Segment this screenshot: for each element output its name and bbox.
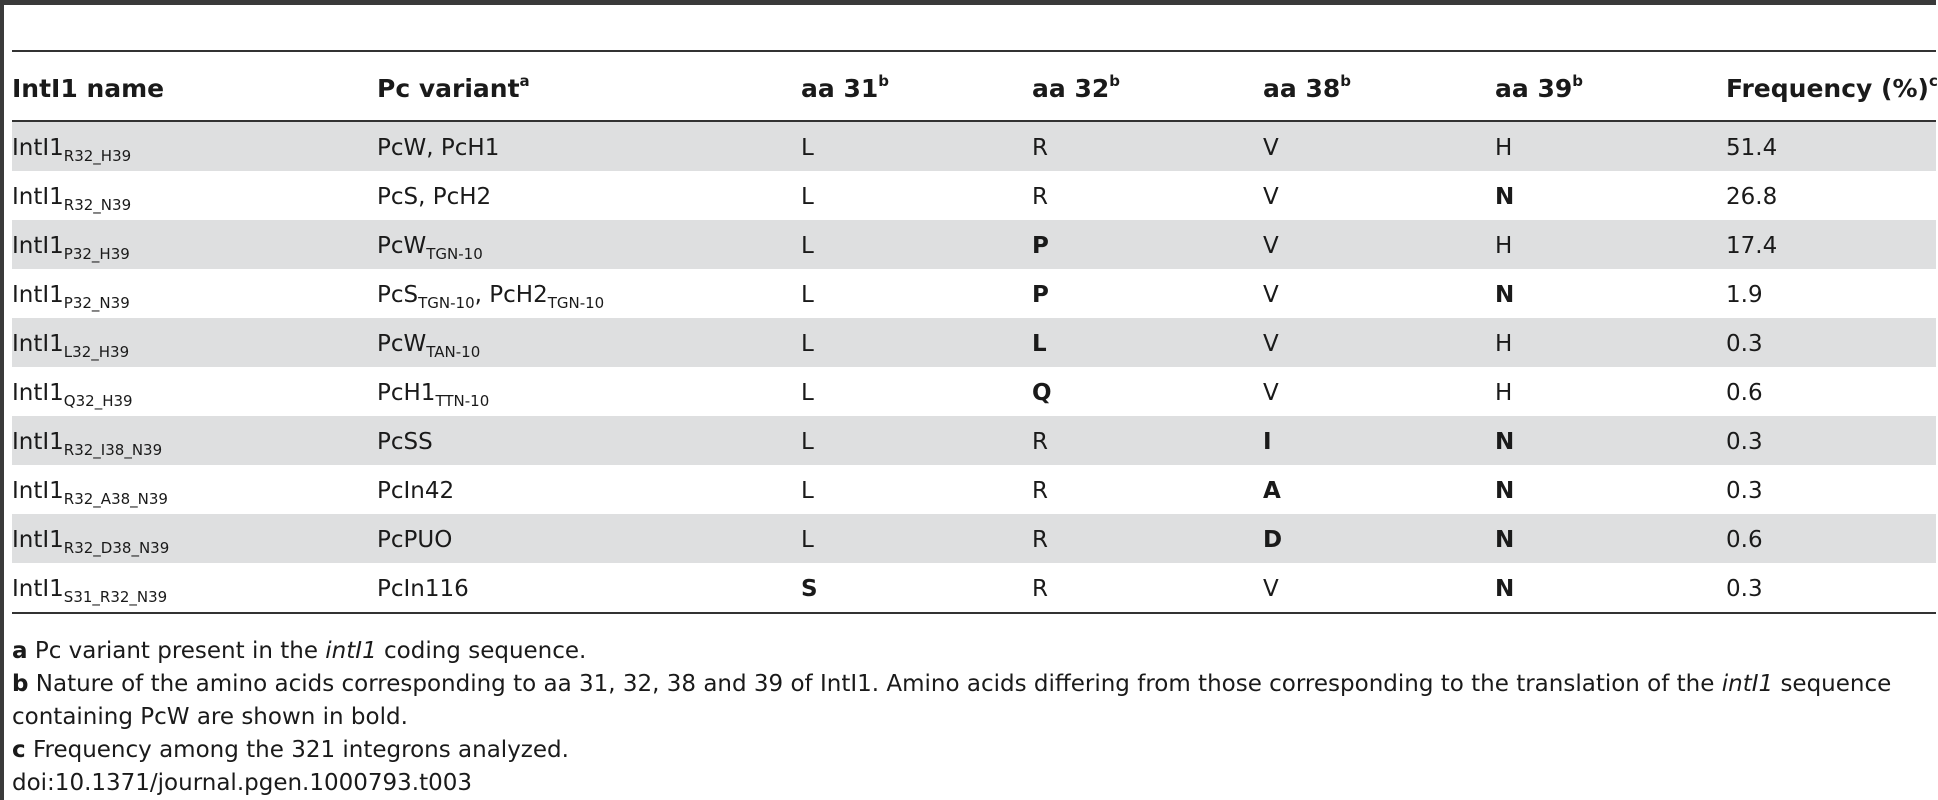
intl1-name-cell: $IntI1_{R32\_I38\_N39}$: [12, 428, 163, 459]
pc-variant-cell: PcIn42: [377, 477, 455, 504]
aa31-cell: L: [801, 526, 814, 553]
data-table: [12, 50, 1936, 614]
aa39-cell: N: [1495, 428, 1515, 455]
aa39-cell: H: [1495, 379, 1513, 406]
aa38-cell: V: [1263, 232, 1279, 259]
aa32-cell: R: [1032, 183, 1048, 210]
table-row: [12, 122, 1936, 171]
table-row: [12, 563, 1936, 612]
pc-variant-cell: PcPUO: [377, 526, 453, 553]
aa32-cell: L: [1032, 330, 1047, 357]
aa32-cell: P: [1032, 281, 1049, 308]
aa31-cell: L: [801, 232, 814, 259]
doi-text: doi:10.1371/journal.pgen.1000793.t003: [12, 770, 473, 796]
header-pc-variant: Pc variant$^a$: [377, 71, 530, 103]
left-border-rule: [0, 0, 4, 800]
aa38-cell: A: [1263, 477, 1281, 504]
aa38-cell: V: [1263, 379, 1279, 406]
aa31-cell: L: [801, 134, 814, 161]
aa39-cell: H: [1495, 232, 1513, 259]
frequency-cell: 0.3: [1726, 330, 1763, 357]
pc-variant-cell: PcS$_{TGN-10}$, $PcH2_{TGN-10}$: [377, 281, 605, 312]
aa32-cell: P: [1032, 232, 1049, 259]
footnote-b: b Nature of the amino acids corresponding to aa 31, 32, 38 and 39 of IntI1. Amino acids differing from those corresponding to the translation of the intI1 sequence: [12, 671, 1892, 697]
pc-variant-cell: PcW$_{TAN-10}$: [377, 330, 481, 361]
aa31-cell: L: [801, 477, 814, 504]
intl1-name-cell: $IntI1_{S31\_R32\_N39}$: [12, 575, 168, 606]
pc-variant-cell: PcS, PcH2: [377, 183, 492, 210]
frequency-cell: 0.6: [1726, 526, 1763, 553]
table-row: [12, 465, 1936, 514]
aa38-cell: V: [1263, 330, 1279, 357]
table-row: [12, 269, 1936, 318]
frequency-cell: 51.4: [1726, 134, 1778, 161]
intl1-name-cell: $IntI1_{L32\_H39}$: [12, 330, 130, 361]
aa31-cell: S: [801, 575, 818, 602]
aa38-cell: I: [1263, 428, 1272, 455]
aa39-cell: N: [1495, 281, 1515, 308]
aa31-cell: L: [801, 428, 814, 455]
intl1-name-cell: $IntI1_{R32\_D38\_N39}$: [12, 526, 170, 557]
aa32-cell: R: [1032, 477, 1048, 504]
pc-variant-cell: PcW$_{TGN-10}$: [377, 232, 483, 263]
aa32-cell: R: [1032, 526, 1048, 553]
aa39-cell: N: [1495, 526, 1515, 553]
aa38-cell: V: [1263, 183, 1279, 210]
aa39-cell: H: [1495, 134, 1513, 161]
intl1-name-cell: $IntI1_{P32\_H39}$: [12, 232, 130, 263]
pc-variant-cell: PcSS: [377, 428, 433, 455]
frequency-cell: 0.3: [1726, 477, 1763, 504]
aa39-cell: N: [1495, 183, 1515, 210]
aa31-cell: L: [801, 183, 814, 210]
aa32-cell: R: [1032, 134, 1048, 161]
footnote-c: c Frequency among the 321 integrons analyzed.: [12, 737, 569, 763]
table-body: [12, 122, 1936, 612]
header-frequency: Frequency (%)$^c$: [1726, 71, 1938, 103]
intl1-name-cell: $IntI1_{P32\_N39}$: [12, 281, 130, 312]
table-row: [12, 514, 1936, 563]
table-row: [12, 318, 1936, 367]
frequency-cell: 1.9: [1726, 281, 1763, 308]
frequency-cell: 26.8: [1726, 183, 1778, 210]
top-border-rule: [0, 0, 1936, 5]
frequency-cell: 17.4: [1726, 232, 1778, 259]
aa32-cell: Q: [1032, 379, 1052, 406]
aa38-cell: V: [1263, 281, 1279, 308]
frequency-cell: 0.6: [1726, 379, 1763, 406]
table-bottom-rule: [12, 612, 1936, 614]
aa39-cell: N: [1495, 477, 1515, 504]
intl1-name-cell: $IntI1_{R32\_H39}$: [12, 134, 132, 165]
header-intl1-name: IntI1 name: [12, 73, 165, 103]
header-aa31: aa 31$^b$: [801, 71, 889, 103]
table-row: [12, 367, 1936, 416]
frequency-cell: 0.3: [1726, 575, 1763, 602]
table-row: [12, 220, 1936, 269]
frequency-cell: 0.3: [1726, 428, 1763, 455]
table-row: [12, 416, 1936, 465]
table-header-row: [12, 52, 1936, 120]
header-aa38: aa 38$^b$: [1263, 71, 1351, 103]
aa32-cell: R: [1032, 575, 1048, 602]
aa38-cell: V: [1263, 134, 1279, 161]
aa31-cell: L: [801, 281, 814, 308]
aa39-cell: H: [1495, 330, 1513, 357]
table-footnotes: [12, 635, 1936, 800]
intl1-name-cell: $IntI1_{R32\_N39}$: [12, 183, 132, 214]
aa39-cell: N: [1495, 575, 1515, 602]
header-aa32: aa 32$^b$: [1032, 71, 1120, 103]
aa38-cell: D: [1263, 526, 1283, 553]
aa38-cell: V: [1263, 575, 1279, 602]
pc-variant-cell: PcIn116: [377, 575, 469, 602]
pc-variant-cell: PcW, PcH1: [377, 134, 500, 161]
aa31-cell: L: [801, 330, 814, 357]
intl1-name-cell: $IntI1_{R32\_A38\_N39}$: [12, 477, 168, 508]
header-aa39: aa 39$^b$: [1495, 71, 1583, 103]
footnote-b-continued: containing PcW are shown in bold.: [12, 704, 408, 730]
aa32-cell: R: [1032, 428, 1048, 455]
intl1-name-cell: $IntI1_{Q32\_H39}$: [12, 379, 133, 410]
table-row: [12, 171, 1936, 220]
pc-variant-cell: $PcH1_{TTN-10}$: [377, 379, 490, 410]
footnote-a: a Pc variant present in the intI1 coding sequence.: [12, 638, 587, 664]
aa31-cell: L: [801, 379, 814, 406]
